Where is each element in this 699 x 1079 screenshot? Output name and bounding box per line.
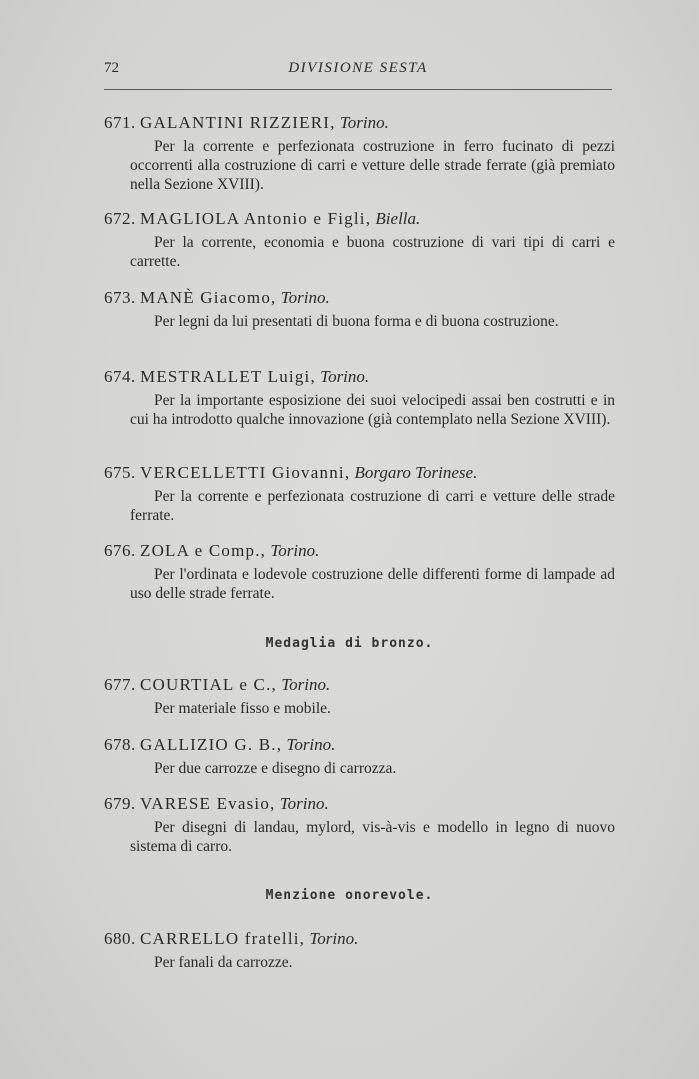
entry-679 [104,793,615,856]
entry-description: Per due carrozze e disegno di carrozza. [154,760,397,777]
exhibitor-name: VARESE Evasio, [140,794,276,813]
exhibitor-city: Borgaro Torinese. [354,463,478,482]
running-head: DIVISIONE SESTA [288,60,428,76]
entry-heading [104,540,615,562]
exhibitor-name: MESTRALLET Luigi, [140,367,316,386]
exhibitor-name: GALANTINI RIZZIERI, [140,113,336,132]
entry-description: Per disegni di landau, mylord, vis-à-vis e modello in legno di nuovo sistema di carro. [130,819,615,855]
entry-676 [104,540,615,603]
exhibitor-city: Torino. [309,929,359,948]
exhibitor-city: Torino. [320,367,370,386]
entry-number: 673. [104,288,136,307]
page-header [104,60,612,82]
entry-heading [104,112,615,134]
exhibitor-city: Torino. [270,541,320,560]
entry-heading [104,208,615,230]
section-title-honorable: Menzione onorevole. [265,888,434,903]
section-title-bronze: Medaglia di bronzo. [265,636,434,651]
entry-671 [104,112,615,194]
entry-675 [104,462,615,525]
entry-description: Per la corrente, economia e buona costruzione di vari tipi di carri e carrette. [130,234,615,270]
entry-number: 674. [104,367,136,386]
exhibitor-city: Torino. [279,794,329,813]
entry-680 [104,928,615,972]
entry-description: Per la importante esposizione dei suoi velocipedi assai ben costrutti e in cui ha introdotto qualche innovazione (già contemplato nella Sezione XVIII). [130,392,615,428]
entry-674 [104,366,615,429]
exhibitor-city: Torino. [280,288,330,307]
entry-description: Per fanali da carrozze. [154,954,293,971]
exhibitor-city: Biella. [375,209,421,228]
entry-heading [104,366,615,388]
entry-number: 678. [104,735,136,754]
exhibitor-name: MAGLIOLA Antonio e Figli, [140,209,372,228]
entry-number: 671. [104,113,136,132]
exhibitor-name: MANÈ Giacomo, [140,288,277,307]
entry-677 [104,674,615,718]
exhibitor-name: COURTIAL e C., [140,675,277,694]
entry-number: 677. [104,675,136,694]
entry-heading [104,462,615,484]
entry-678 [104,734,615,778]
entry-heading [104,734,615,756]
exhibitor-city: Torino. [286,735,336,754]
entry-672 [104,208,615,271]
header-rule [104,89,612,90]
entry-description: Per materiale fisso e mobile. [154,700,331,717]
page-number: 72 [104,60,119,76]
exhibitor-name: VERCELLETTI Giovanni, [140,463,351,482]
exhibitor-name: CARRELLO fratelli, [140,929,306,948]
entry-673 [104,287,615,331]
entry-number: 680. [104,929,136,948]
entry-number: 675. [104,463,136,482]
entry-description: Per legni da lui presentati di buona forma e di buona costruzione. [154,313,559,330]
exhibitor-name: GALLIZIO G. B., [140,735,283,754]
entry-description: Per la corrente e perfezionata costruzione in ferro fucinato di pezzi occorrenti alla costruzione di carri e vetture delle strade ferrate (già premiato nella Sezione XVIII). [130,138,615,193]
entry-heading [104,928,615,950]
entry-number: 679. [104,794,136,813]
entry-number: 672. [104,209,136,228]
entry-heading [104,287,615,309]
entry-heading [104,793,615,815]
entry-number: 676. [104,541,136,560]
entry-heading [104,674,615,696]
exhibitor-city: Torino. [281,675,331,694]
exhibitor-name: ZOLA e Comp., [140,541,267,560]
entry-description: Per la corrente e perfezionata costruzione di carri e vetture delle strade ferrate. [130,488,615,524]
exhibitor-city: Torino. [339,113,389,132]
entry-description: Per l'ordinata e lodevole costruzione delle differenti forme di lampade ad uso delle strade ferrate. [130,566,615,602]
